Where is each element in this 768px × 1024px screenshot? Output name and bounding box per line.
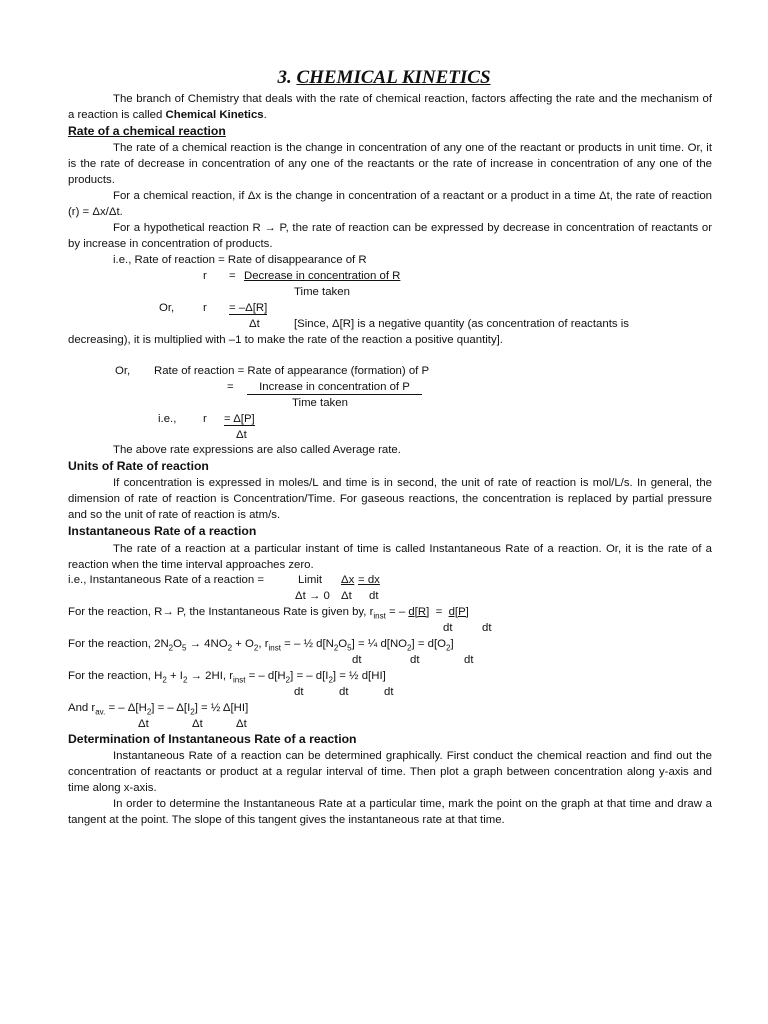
sub-2j: 2 [328,675,333,685]
delta-x: Δx [341,574,355,586]
n2o5-prefix: For the reaction, 2N [68,638,169,650]
n2o5-rate: , r [258,638,269,650]
n2o5-plus: + O [235,638,254,650]
h2-line: For the reaction, $H_2 + I_2 \to 2HI$, $r_{inst}$ = – $d[H_2]$ = – $d[I_2]$ = ½ d[HI] [68,670,386,685]
av-subscript: av. [95,707,106,717]
dt-5: dt [410,654,420,666]
inst-ie-line: i.e., Instantaneous Rate of a reaction = [68,574,264,586]
appearance-line: Rate of reaction = Rate of appearance (formation) of P [154,365,430,377]
intro-text: The branch of Chemistry that deals with the rate of chemical reaction, factors affecting the rate and the mechanism of a reaction is called [68,93,712,121]
rate-paragraph-2: For a chemical reaction, if Δx is the change in concentration of a reactant or a product in a time Δt, the rate of reaction (r) = Δx/Δt. [68,190,712,218]
delta-p-text: = Δ[P] [224,413,255,425]
dt-7: dt [294,686,304,698]
title-number: 3. [277,67,292,88]
determination-paragraph-1: Instantaneous Rate of a reaction can be determined graphically. First conduct the chemical reaction and find out the concentration of reactants or product at a regular interval of time. Then plot a graph between concentration along y-axis and time along x-axis. [68,750,712,794]
delta-t-1: Δt [249,318,260,330]
sub-2a: 2 [168,643,174,653]
average-rate-note: The above rate expressions are also called Average rate. [113,444,401,456]
sub-2i: 2 [285,675,291,685]
intro-bold-term: Chemical Kinetics [165,109,264,121]
delta-p [224,412,255,426]
delta-t-6: Δt [236,718,247,730]
sub-5a: 5 [182,643,187,653]
intro-paragraph [68,91,712,123]
delta-t-2: Δt [236,429,247,441]
delta-t-to-zero: Δt → 0 [295,590,330,602]
dt-1: dt [369,590,379,602]
or-label-2: Or, [115,365,131,377]
sub-2f: 2 [446,643,451,653]
rate-paragraph-3: For a hypothetical reaction R → P, the rate of reaction can be expressed by decrease in concentration of reactants or by increase in concentration of products. [68,222,712,250]
intro-end: . [263,109,267,121]
units-heading: Units of Rate of reaction [68,459,209,473]
dx-fraction-text: = dx [358,574,380,586]
h2-plus: + I [169,670,183,682]
n2o5-expr: = – ½ d[N [284,638,334,650]
instantaneous-heading: Instantaneous Rate of a reaction [68,524,257,538]
equals-3: = [435,606,443,618]
ie-label: i.e., [158,413,177,425]
delta-t-3: Δt [341,590,352,602]
since-note: [Since, Δ[R] is a negative quantity (as concentration of reactants is [294,318,629,330]
r-to-p-equals: = – [389,606,406,618]
h2-expr: = – d[H [248,670,286,682]
sub-2h: 2 [182,675,188,685]
h2-prefix: For the reaction, H [68,670,163,682]
time-taken-2: Time taken [292,397,348,409]
n2o5-line: For the reaction, $2N_2O_5 \to 4NO_2 + O_2$, $r_{inst}$ = – ½ $d[N_2O_5]$ = ¼ $d[NO_2] = d[O_2]$ [68,638,454,653]
sub-5b: 5 [347,643,352,653]
r-to-p-text: For the reaction, R→ P, the Instantaneous Rate is given by, r [68,606,374,618]
average-rate-line: And $r_{av.}$ = – $\Delta[H_2]$ = – $\Delta[I_2]$ = ½ Δ[HI] [68,702,249,717]
r-label-1: r [203,270,207,282]
d-r: d[R] [408,606,430,618]
delta-t-5: Δt [192,718,203,730]
dt-8: dt [339,686,349,698]
n2o5-close: ] [351,638,355,650]
units-paragraph: If concentration is expressed in moles/L and time is in second, the unit of rate of reaction is mol/L/s. In general, the dimension of rate of reaction is Concentration/Time. For gaseous reactions, the concentration is replaced by partial pressure and so the unit of rate of reaction is atm/s. [68,477,712,521]
rate-heading: Rate of a chemical reaction [68,124,226,138]
determination-paragraph-2: In order to determine the Instantaneous Rate at a particular time, mark the point on the graph at that time and draw a tangent at the point. The slope of this tangent gives the instantaneous rate at that time. [68,798,712,826]
r-to-p-line [68,605,469,619]
title-text: CHEMICAL KINETICS [296,67,491,88]
d-p: d[P] [448,606,469,618]
sub-2l: 2 [190,707,195,717]
sub-2k: 2 [146,707,152,717]
determination-heading: Determination of Instantaneous Rate of a reaction [68,732,357,746]
rate-ie-line: i.e., Rate of reaction = Rate of disappearance of R [113,254,367,266]
since-continuation: decreasing), it is multiplied with –1 to make the rate of the reaction a positive quantity]. [68,334,503,346]
decrease-numerator: Decrease in concentration of R [244,270,401,282]
increase-numerator: Increase in concentration of P [247,380,422,395]
dx-fraction [358,573,380,587]
r-label-2: r [203,302,207,314]
h2-arrow: → 2HI, r [190,670,233,682]
quarter-no2: = ¼ d[NO [357,638,408,650]
i2-expr: = – d[I [296,670,329,682]
dt-3: dt [482,622,492,634]
half-hi: = ½ d[HI] [339,670,386,682]
limit-label: Limit [298,574,323,586]
sub-2e: 2 [407,643,412,653]
dt-4: dt [352,654,362,666]
and-i2: = – Δ[I [157,702,191,714]
sub-2c: 2 [253,643,259,653]
and-r: And r [68,702,96,714]
or-label-1: Or, [159,302,175,314]
minus-delta-r [229,301,267,315]
equals-1: = [229,270,236,282]
and-h2: = – Δ[H [108,702,147,714]
rate-paragraph-1: The rate of a chemical reaction is the change in concentration of any one of the reactant or products in unit time. Or, it is the rate of decrease in concentration of any one of the reactants or the rate of increase in concentration of any one of the products. [68,142,712,186]
sub-2d: 2 [333,643,339,653]
equals-2: = [227,381,234,393]
page-title [0,67,768,89]
n2o5-arrow: → 4NO [189,638,228,650]
r-label-3: r [203,413,207,425]
inst-subscript-2: inst [268,643,281,653]
and-hi: = ½ Δ[HI] [201,702,249,714]
sub-2b: 2 [227,643,233,653]
inst-subscript-3: inst [232,675,246,685]
time-taken-1: Time taken [294,286,350,298]
delta-t-4: Δt [138,718,149,730]
sub-2g: 2 [162,675,167,685]
dt-9: dt [384,686,394,698]
dt-2: dt [443,622,453,634]
dt-6: dt [464,654,474,666]
inst-subscript: inst [373,611,386,621]
instantaneous-paragraph: The rate of a reaction at a particular instant of time is called Instantaneous Rate of a reaction. Or, it is the rate of a reaction when the time interval approaches zero. [68,543,712,571]
d-o2: = d[O [417,638,447,650]
minus-delta-r-text: = –Δ[R] [229,302,268,314]
